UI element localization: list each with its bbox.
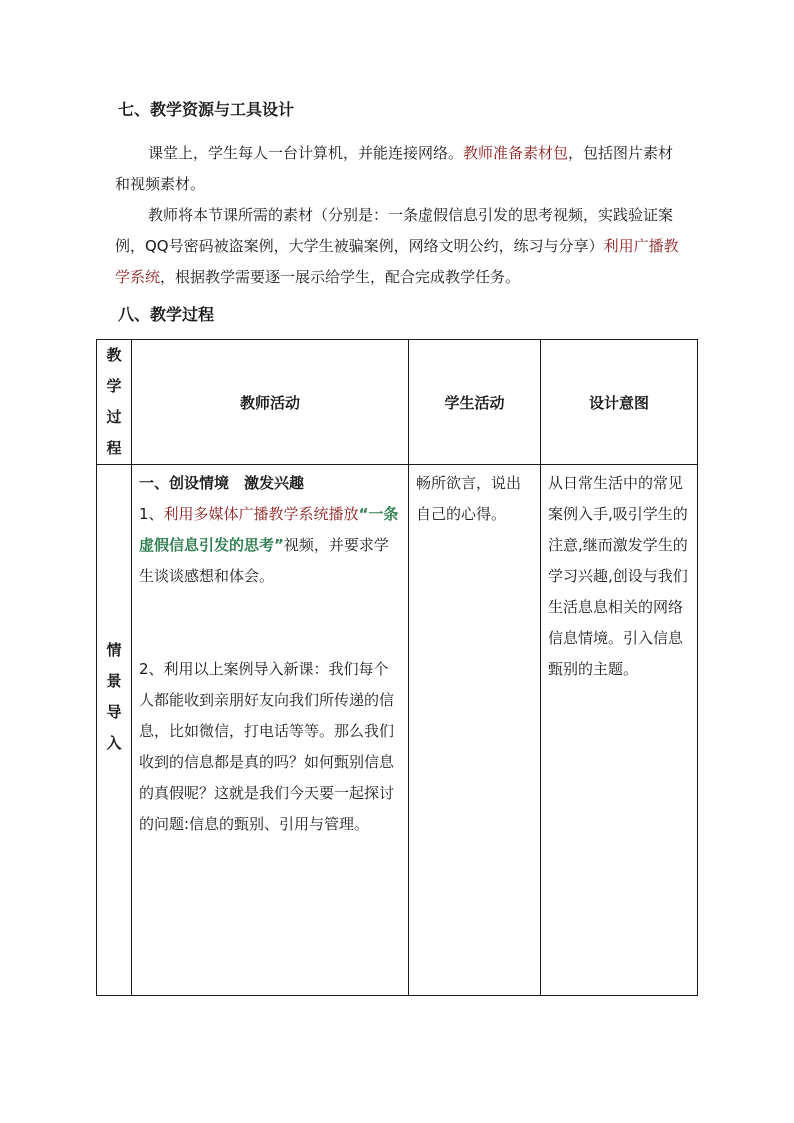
para1-text-c: ，包括图片素材和视频素材。 xyxy=(115,144,674,193)
section-7-paragraph-1 xyxy=(115,138,680,200)
stage-char: 景 xyxy=(106,672,122,690)
design-intent-text: 从日常生活中的常见案例入手,吸引学生的注意,继而激发学生的学习兴趣,创设与我们生活息息相关的网络信息情境。引入信息甄别的主题。 xyxy=(548,474,688,678)
student-activity-text: 畅所欲言，说出自己的心得。 xyxy=(416,474,522,523)
header-process-char: 程 xyxy=(106,439,122,457)
para2-highlight: 利用广播教学系统 xyxy=(115,237,679,286)
section-8-heading: 八、教学过程 xyxy=(118,305,215,324)
teaching-process-table xyxy=(96,339,698,996)
student-activity-cell xyxy=(409,465,541,996)
header-design-intent: 设计意图 xyxy=(588,393,649,412)
stage-char: 导 xyxy=(106,703,122,721)
design-intent-cell xyxy=(541,465,698,996)
teacher-activity-item-1 xyxy=(139,499,402,592)
header-design-cell xyxy=(541,340,698,465)
para1-highlight: 教师准备素材包 xyxy=(463,144,569,162)
stage-char: 情 xyxy=(106,641,122,659)
header-student-cell xyxy=(409,340,541,465)
header-process-char: 教 xyxy=(106,346,122,364)
stage-cell xyxy=(97,465,132,996)
section-7-heading: 七、教学资源与工具设计 xyxy=(118,100,295,119)
section-7-paragraph-2 xyxy=(115,200,680,293)
header-teacher-activity: 教师活动 xyxy=(239,393,300,412)
para2-text-c: ，根据教学需要逐一展示给学生，配合完成教学任务。 xyxy=(160,268,521,286)
item1-red-text: 利用多媒体广播教学系统播放 xyxy=(163,505,359,523)
teacher-activity-item-2: 2、利用以上案例导入新课：我们每个人都能收到亲朋好友向我们所传递的信息，比如微信，打电话等等。那么我们收到的信息都是真的吗？如何甄别信息的真假呢？这就是我们今天要一起探讨的问题:信息的甄别、引用与管理。 xyxy=(139,660,395,833)
table-header-row xyxy=(97,340,698,465)
teacher-activity-title: 一、创设情境 激发兴趣 xyxy=(139,474,305,492)
teacher-activity-cell xyxy=(132,465,409,996)
stage-char: 入 xyxy=(106,734,122,752)
header-student-activity: 学生活动 xyxy=(444,393,505,412)
header-process-cell xyxy=(97,340,132,465)
para2-text-a: 教师将本节课所需的素材（分别是：一条虚假信息引发的思考视频，实践验证案例，QQ号密码被盗案例，大学生被骗案例，网络文明公约，练习与分享） xyxy=(115,206,674,255)
item1-rest: 视频，并要求学生谈谈感想和体会。 xyxy=(139,536,389,585)
header-process-char: 过 xyxy=(106,408,122,426)
item1-prefix: 1、 xyxy=(139,505,164,523)
item1-video-title: “一条虚假信息引发的思考” xyxy=(139,505,399,554)
table-row xyxy=(97,465,698,996)
para1-text-a: 课堂上，学生每人一台计算机，并能连接网络。 xyxy=(148,144,464,162)
header-process-char: 学 xyxy=(106,377,122,395)
header-teacher-cell xyxy=(132,340,409,465)
